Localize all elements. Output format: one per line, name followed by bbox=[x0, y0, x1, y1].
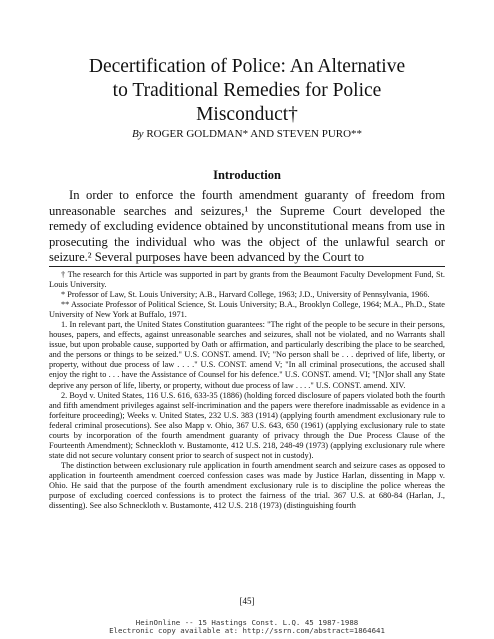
title-line-2: to Traditional Remedies for Police bbox=[112, 80, 382, 101]
ssrn-link[interactable]: Electronic copy available at: http://ssrn.com/abstract=1864641 bbox=[109, 625, 385, 635]
page-footer bbox=[40, 619, 454, 634]
body-paragraph bbox=[49, 188, 445, 266]
body-line-3: remedy of excluding evidence obtained by unconstitutional means from bbox=[49, 219, 412, 234]
article-title bbox=[40, 55, 454, 127]
footnote-2-continued: The distinction between exclusionary rule application in fourth amendment search and seizure cases as opposed to application in fourteenth amendment coerced confession cases was made by Justice Harlan, dissenting in Mapp v. Ohio. He said that the purpose of the fourth amendment exclusionary rule is to discipline the police whereas the purpose of excluding coerced confessions is to protect the fairness of the trial. 367 U.S. at 680-84 (Harlan, J., dissenting). See also Schneckloth v. Bustamonte, 412 U.S. 218 (1973) (distinguishing fourth bbox=[49, 460, 445, 511]
body-line-4: use in prosecuting the individual who was the object of the unlawful bbox=[49, 219, 445, 249]
page-number: [45] bbox=[239, 596, 255, 606]
title-line-3: Misconduct† bbox=[196, 104, 298, 125]
body-line-2: unreasonable searches and seizures,¹ the Supreme Court developed the bbox=[49, 203, 445, 218]
byline-authors: ROGER GOLDMAN* AND STEVEN PURO** bbox=[146, 128, 363, 140]
footnote-author-2: ** Associate Professor of Political Science, St. Louis University; B.A., Brooklyn College, 1964; M.A., Ph.D., State University of New York at Buffalo, 1971. bbox=[49, 300, 445, 320]
body-line-5: search or seizure.² Several purposes have been advanced by the Court to bbox=[49, 234, 445, 265]
body-line-1: In order to enforce the fourth amendment guaranty of freedom from bbox=[69, 188, 445, 202]
footnote-dagger: † The research for this Article was supported in part by grants from the Beaumont Faculty Development Fund, St. Louis University. bbox=[49, 270, 445, 290]
byline-prefix: By bbox=[131, 128, 144, 140]
footnote-divider bbox=[49, 266, 445, 267]
footnotes bbox=[49, 270, 445, 511]
author-byline bbox=[40, 128, 454, 140]
footnote-1: 1. In relevant part, the United States Constitution guarantees: "The right of the people to be secure in their persons, houses, papers, and effects, against unreasonable searches and seizures, shall not be violated, and no Warrants shall issue, but upon probable cause, supported by Oath or affirmation, and particularly describing the place to be searched, and the persons or things to be seized." U.S. CONST. amend. IV; "No person shall be . . . deprived of life, liberty, or property, without due process of law . . . ." U.S. CONST. amend V; "In all criminal prosecutions, the accused shall enjoy the right to . . . have the Assistance of Counsel for his defence." U.S. CONST. amend. VI; "[N]or shall any State deprive any person of life, liberty, or property, without due process of law . . . ." U.S. CONST. amend. XIV. bbox=[49, 320, 445, 390]
section-heading: Introduction bbox=[213, 168, 281, 182]
title-line-1: Decertification of Police: An Alternative bbox=[88, 56, 406, 77]
footnote-author-1: * Professor of Law, St. Louis University; A.B., Harvard College, 1963; J.D., University of Pennsylvania, 1966. bbox=[61, 290, 430, 300]
footnote-2: 2. Boyd v. United States, 116 U.S. 616, 633-35 (1886) (holding forced disclosure of papers violated both the fourth and fifth amendment privileges against self-incrimination and the papers were therefore inadmissable as evidence in a forfeiture proceeding); Weeks v. United States, 232 U.S. 383 (1914) (applying fourth amendment exclusionary rule to federal criminal prosecutions). See also Mapp v. Ohio, 367 U.S. 643, 650 (1961) (applying exclusionary rule to state courts by incorporation of the fourth amendment guaranty of privacy through the Due Process Clause of the Fourteenth Amendment); Schneckloth v. Bustamonte, 412 U.S. 218, 248-49 (1973) (applying exclusionary rule where state did not secure voluntary consent prior to search of suspect not in custody). bbox=[49, 390, 445, 460]
heinonline-citation: HeinOnline -- 15 Hastings Const. L.Q. 45 1987-1988 bbox=[135, 618, 359, 627]
